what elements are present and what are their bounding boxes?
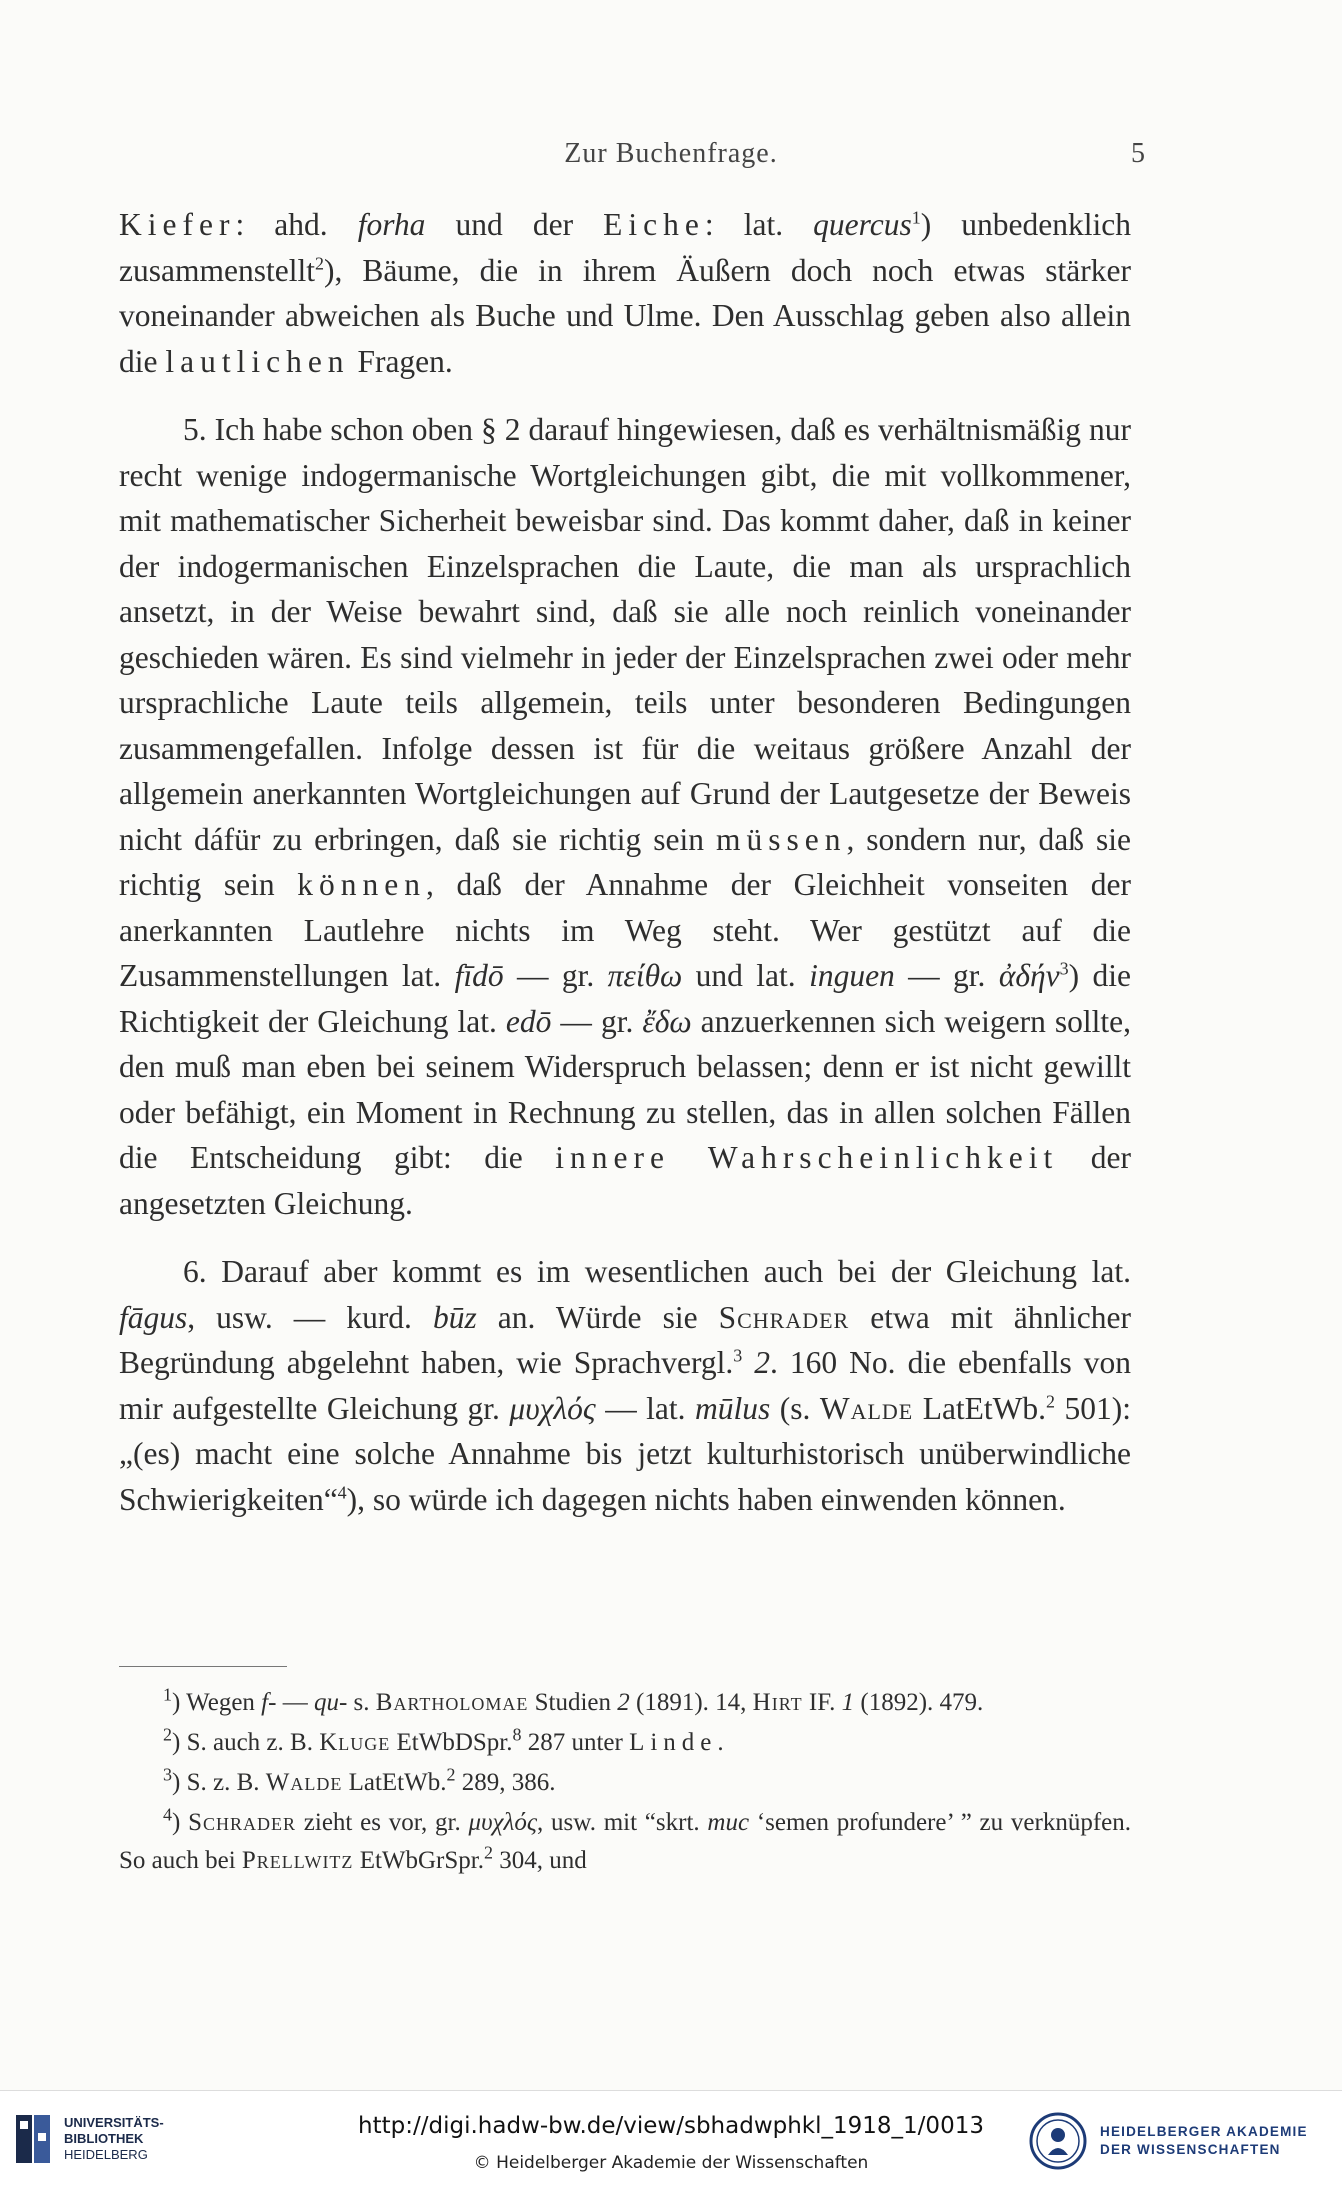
footnote-1: $^1$) Wegen f- — qu- s. Bartholomae Studien 2 (1891). 14, Hirt IF. 1 (1892). 479. bbox=[163, 1684, 984, 1716]
footnote-3: $^3$) S. z. B. Walde LatEtWb.$^2$ 289, 386. bbox=[163, 1764, 556, 1796]
main-text bbox=[119, 202, 1131, 1522]
university-library-name: UNIVERSITÄTS- BIBLIOTHEK HEIDELBERG bbox=[64, 2115, 164, 2162]
viewer-footer bbox=[0, 2090, 1342, 2189]
running-title: Zur Buchenfrage. bbox=[564, 138, 778, 169]
paragraph-5: 5. Ich habe schon oben § 2 darauf hingewiesen, daß es verhältnismäßig nur recht wenige indogermanische Wortgleichungen gibt, die mit vollkommener, mit mathematischer Sicherheit beweisbar sind. Das kommt daher, daß in keiner der indogermanischen Einzelsprachen die Laute, die man als ursprachlich ansetzt, in der Weise bewahrt sind, daß sie alle noch reinlich voneinander geschieden wären. Es sind vielmehr in jeder der Einzelsprachen zwei oder mehr ursprachliche Laute teils allgemein, teils unter besonderen Bedingungen zusammengefallen. Infolge dessen ist für die weitaus größere Anzahl der allgemein anerkannten Wortgleichungen auf Grund der Lautgesetze der Beweis nicht dáfür zu erbringen, daß sie richtig sein müssen, sondern nur, daß sie richtig sein können, daß der Annahme der Gleichheit vonseiten der anerkannten Lautlehre nichts im Weg steht. Wer gestützt auf die Zusammenstellungen lat. fīdō — gr. πείθω und lat. inguen — gr. ἀδήν$^3$) die Richtigkeit der Gleichung lat. edō — gr. ἔδω anzuerkennen sich weigern sollte, den muß man eben bei seinem Widerspruch belassen; denn er ist nicht gewillt oder befähigt, ein Moment in Rechnung zu stellen, das in allen solchen Fällen die Entscheidung gibt: die innere Wahrscheinlichkeit der angesetzten Gleichung. bbox=[119, 412, 1131, 1221]
page-number: 5 bbox=[1131, 138, 1146, 169]
footnote-rule bbox=[119, 1666, 287, 1667]
permalink-url[interactable]: http://digi.hadw-bw.de/view/sbhadwphkl_1918_1/0013 bbox=[358, 2113, 984, 2139]
copyright-notice: © Heidelberger Akademie der Wissenschaften bbox=[473, 2153, 869, 2173]
paragraph-continuation: Kiefer: ahd. forha und der Eiche: lat. quercus$^1$) unbedenklich zusammenstellt$^2$), Bäume, die in ihrem Äußern doch noch etwas stärker voneinander abweichen als Buche und Ulme. Den Ausschlag geben also allein die lautlichen Fragen. bbox=[119, 207, 1131, 379]
footnote-4: $^4$) Schrader zieht es vor, gr. μυχλός, usw. mit “skrt. muc ‘semen profundere’ ” zu verknüpfen. So auch bei Prellwitz EtWbGrSpr.$^2$ 304, und bbox=[119, 1804, 1132, 1874]
academy-logo[interactable] bbox=[1028, 2111, 1328, 2171]
footnote-2: $^2$) S. auch z. B. Kluge EtWbDSpr.$^8$ 287 unter Linde. bbox=[163, 1724, 724, 1756]
academy-name: HEIDELBERGER AKADEMIE DER WISSENSCHAFTEN bbox=[1100, 2124, 1308, 2157]
paragraph-6: 6. Darauf aber kommt es im wesentlichen auch bei der Gleichung lat. fāgus, usw. — kurd. būz an. Würde sie Schrader etwa mit ähnlicher Begründung abgelehnt haben, wie Sprachvergl.$^3$ 2. 160 No. die ebenfalls von mir aufgestellte Gleichung gr. μυχλός — lat. mūlus (s. Walde LatEtWb.$^2$ 501): „(es) macht eine solche Annahme bis jetzt kulturhistorisch unüberwindliche Schwierigkeiten“$^4$), so würde ich dagegen nichts haben einwenden können. bbox=[119, 1254, 1132, 1517]
footnotes bbox=[119, 1684, 1131, 1882]
academy-seal-icon bbox=[1028, 2111, 1088, 2171]
